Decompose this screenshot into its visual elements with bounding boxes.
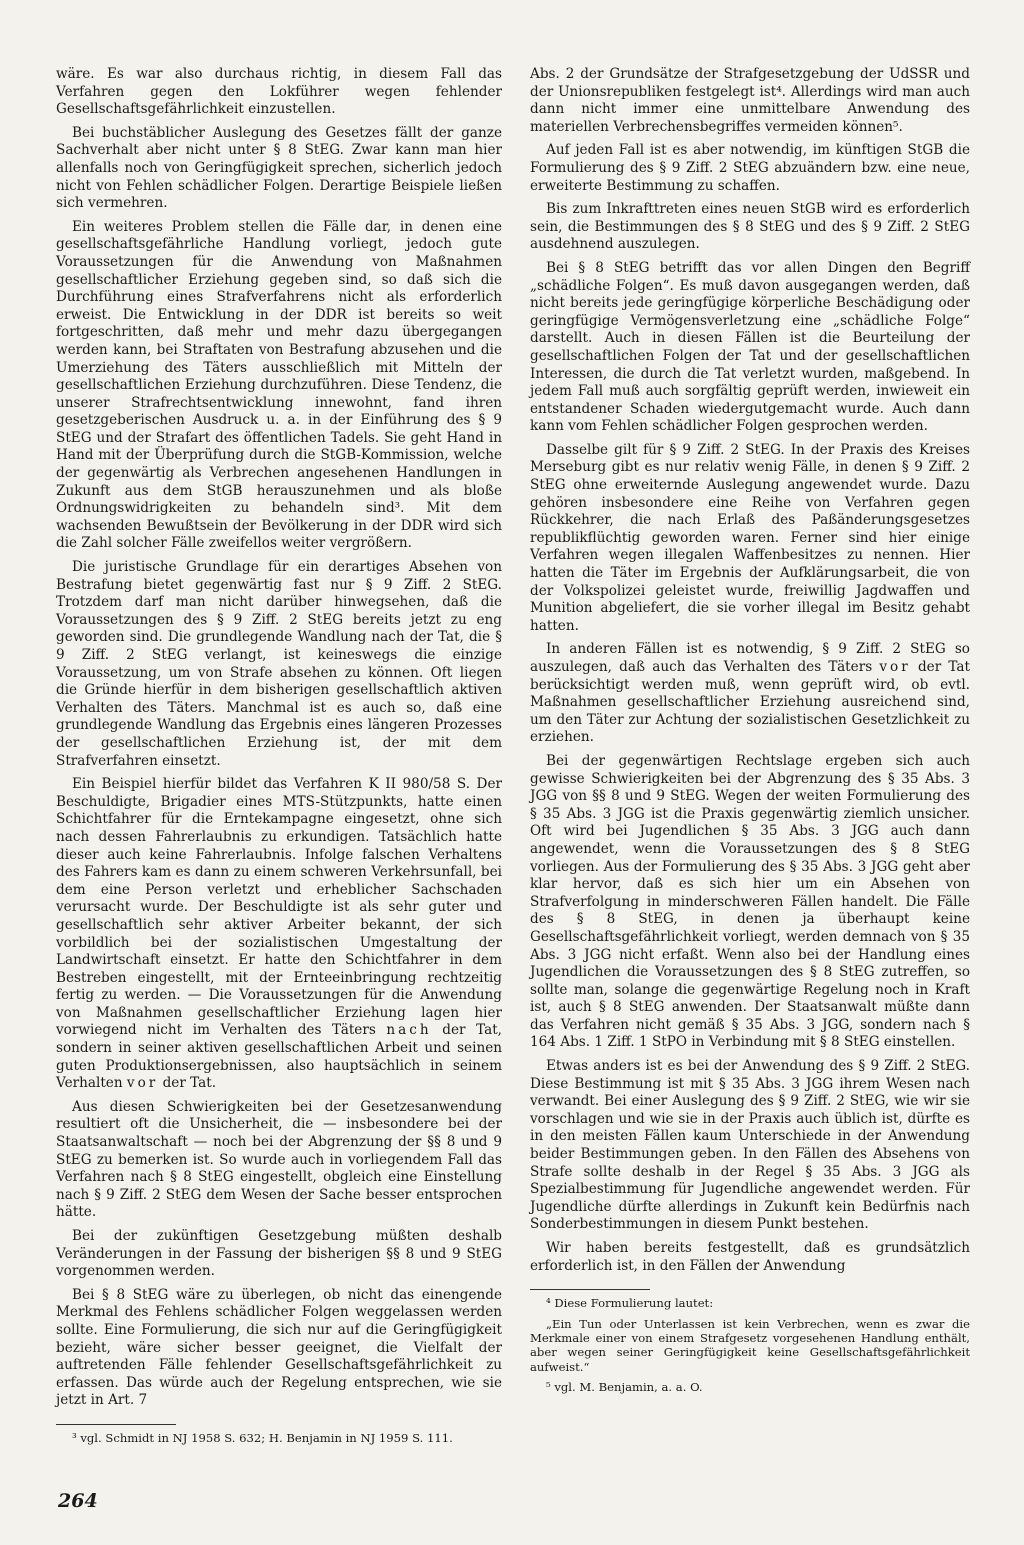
paragraph: Wir haben bereits festgestellt, daß es grundsätzlich erforderlich ist, in den Fällen der Anwendung <box>530 1240 970 1274</box>
paragraph: Bei der zukünftigen Gesetzgebung müßten deshalb Veränderungen in der Fassung der bisherigen §§ 8 und 9 StEG vorgenommen werden. <box>56 1228 502 1280</box>
paragraph: Die juristische Grundlage für ein derartiges Absehen von Bestrafung bietet gegenwärtig fast nur § 9 Ziff. 2 StEG. Trotzdem darf man nicht darüber hinwegsehen, daß die Voraussetzungen des § 9 Ziff. 2 StEG bereits jetzt zu eng geworden sind. Die grundlegende Wandlung nach der Tat, die § 9 Ziff. 2 StEG verlangt, ist keineswegs die einzige Voraussetzung, um von Strafe absehen zu können. Oft liegen die Gründe hierfür in dem bisherigen gesellschaftlich aktiven Verhalten des Täters. Manchmal ist es auch so, daß eine grundlegende Wandlung das Ergebnis eines längeren Prozesses der gesellschaftlichen Erziehung ist, der mit dem Strafverfahren einsetzt. <box>56 559 502 769</box>
paragraph: Bei § 8 StEG wäre zu überlegen, ob nicht das einengende Merkmal des Fehlens schädlicher Folgen weggelassen werden sollte. Eine Formulierung, die sich nur auf die Geringfügigkeit bezieht, wäre sicher besser geeignet, die Vielfalt der auftretenden Fälle fehlender Gesellschaftsgefährlichkeit zu erfassen. Das würde auch der Regelung entsprechen, wie sie jetzt in Art. 7 <box>56 1286 502 1409</box>
footnote-4-label: ⁴ Diese Formulierung lautet: <box>546 1296 714 1311</box>
paragraph <box>530 641 970 747</box>
spaced-word: vor <box>879 659 911 675</box>
paragraph: Abs. 2 der Grundsätze der Strafgesetzgebung der UdSSR und der Unionsrepubliken festgelegt ist⁴. Allerdings wird man auch dann nicht immer eine unmittelbare Anwendung des materiellen Verbrechensbegriffes vermeiden können⁵. <box>530 66 970 135</box>
left-column <box>56 66 502 1451</box>
footnote-3: ³ vgl. Schmidt in NJ 1958 S. 632; H. Benjamin in NJ 1959 S. 111. <box>72 1430 453 1445</box>
paragraph-text: der Tat berücksichtigt werden muß, wenn geprüft wird, ob evtl. Maßnahmen gesellschaftlicher Erziehung ausreichend sind, um den Täter zur Achtung der sozialistischen Gesetzlichkeit zu erziehen. <box>530 659 970 746</box>
paragraph-text: Ein Beispiel hierfür bildet das Verfahren K II 980/58 S. Der Beschuldigte, Brigadier eines MTS-Stützpunkts, hatte einen Schichtfahrer für die Erntekampagne eingesetzt, ohne sich nach dessen Fahrerlaubnis zu erkundigen. Tatsächlich hatte dieser auch keine Fahrerlaubnis. Infolge falschen Verhaltens des Fahrers kam es dann zu einem schweren Verkehrsunfall, bei dem eine Person verletzt und erheblicher Sachschaden verursacht wurde. Der Beschuldigte ist als sehr guter und gesellschaftlich sehr aktiver Arbeiter bekannt, der sich vorbildlich bei der sozialistischen Umgestaltung der Landwirtschaft einsetzt. Er hatte den Schichtfahrer in dem Bestreben eingestellt, mit der Ernteeinbringung rechtzeitig fertig zu werden. — Die Voraussetzungen für die Anwendung von Maßnahmen gesellschaftlicher Erziehung lagen hier vorwiegend nicht im Verhalten des Täters <box>56 776 502 1039</box>
paragraph: Etwas anders ist es bei der Anwendung des § 9 Ziff. 2 StEG. Diese Bestimmung ist mit § 35 Abs. 3 JGG ihrem Wesen nach verwandt. Bei einer Auslegung des § 9 Ziff. 2 StEG, wie wir sie vorschlagen und wie sie in der Praxis auch üblich ist, dürfte es in den meisten Fällen kaum Unterschiede in der Anwendung beider Bestimmungen geben. In den Fällen des Absehens von Strafe sollte deshalb in der Regel § 35 Abs. 3 JGG als Spezialbestimmung für Jugendliche angewendet werden. Für Jugendliche dürfte allerdings in Zukunft kein Bedürfnis nach Sonderbestimmungen in diesem Punkt bestehen. <box>530 1058 970 1233</box>
page-number: 264 <box>58 1490 98 1512</box>
footnote-4-text: „Ein Tun oder Unterlassen ist kein Verbrechen, wenn es zwar die Merkmale einer von einem Strafgesetz vorgesehenen Handlung enthält, aber wegen seiner Geringfügigkeit keine Gesellschaftsgefährlichkeit aufweist.“ <box>530 1316 970 1374</box>
footnote-divider <box>530 1289 650 1290</box>
paragraph: Bei § 8 StEG betrifft das vor allen Dingen den Begriff „schädliche Folgen“. Es muß davon ausgegangen werden, daß nicht bereits jede geringfügige körperliche Beschädigung oder geringfügige Vermögensverletzung eine „schädliche Folge“ darstellt. Auch in diesen Fällen ist die Beurteilung der gesellschaftlichen Folgen der Tat und der gesellschaftlichen Interessen, die durch die Tat verletzt wurden, maßgebend. In jedem Fall muß auch sorgfältig geprüft werden, inwieweit ein entstandener Schaden wiedergutgemacht wurde. Auch dann kann vom Fehlen schädlicher Folgen gesprochen werden. <box>530 259 970 435</box>
paragraph: Dasselbe gilt für § 9 Ziff. 2 StEG. In der Praxis des Kreises Merseburg gibt es nur relativ wenig Fälle, in denen § 9 Ziff. 2 StEG ohne erweiternde Auslegung angewendet wurde. Dazu gehören insbesondere eine Reihe von Verfahren gegen Rückkehrer, die nach Erlaß des Paßänderungsgesetzes republikflüchtig geworden waren. Ferner sind hier einige Verfahren wegen illegalen Waffenbesitzes zu nennen. Hier hatten die Täter im Ergebnis der Aufklärungsarbeit, die von der Volkspolizei geleistet wurde, freiwillig Jagdwaffen und Munition abgeliefert, die sie vorher illegal im Besitz gehabt hatten. <box>530 441 970 634</box>
footnote-5: ⁵ vgl. M. Benjamin, a. a. O. <box>546 1380 703 1395</box>
paragraph: Bis zum Inkrafttreten eines neuen StGB wird es erforderlich sein, die Bestimmungen des § 8 StEG und des § 9 Ziff. 2 StEG ausdehnend auszulegen. <box>530 201 970 253</box>
paragraph-text: In anderen Fällen ist es notwendig, § 9 Ziff. 2 StEG so auszulegen, daß auch das Verhalten des Täters <box>530 641 970 675</box>
spaced-word: vor <box>126 1075 159 1092</box>
paragraph-text: der Tat, sondern in seiner aktiven gesellschaftlichen Arbeit und seinen guten Produktionsergebnissen, also hauptsächlich in seinem Verhalten <box>56 1022 502 1092</box>
paragraph: Aus diesen Schwierigkeiten bei der Gesetzesanwendung resultiert oft die Unsicherheit, die — insbesondere bei der Staatsanwaltschaft — noch bei der Abgrenzung der §§ 8 und 9 StEG zu bemerken ist. So wurde auch in vorliegendem Fall das Verfahren nach § 8 StEG eingestellt, obgleich eine Einstellung nach § 9 Ziff. 2 StEG dem Wesen der Sache besser entsprochen hätte. <box>56 1098 502 1221</box>
footnote-divider <box>56 1424 176 1425</box>
paragraph: Bei der gegenwärtigen Rechtslage ergeben sich auch gewisse Schwierigkeiten bei der Abgrenzung des § 35 Abs. 3 JGG von §§ 8 und 9 StEG. Wegen der weiten Formulierung des § 35 Abs. 3 JGG ist die Praxis gegenwärtig ziemlich unsicher. Oft wird bei Jugendlichen § 35 Abs. 3 JGG auch dann angewendet, wenn die Voraussetzungen des § 8 StEG vorliegen. Aus der Formulierung des § 35 Abs. 3 JGG geht aber klar hervor, daß es sich hier um ein Absehen von Strafverfolgung in minderschweren Fällen handelt. Die Fälle des § 8 StEG, in denen ja überhaupt keine Gesellschaftsgefährlichkeit vorliegt, werden demnach von § 35 Abs. 3 JGG nicht erfaßt. Wenn also bei der Handlung eines Jugendlichen die Voraussetzungen des § 8 StEG zutreffen, so sollte man, solange die gegenwärtige Regelung noch in Kraft ist, auch § 8 StEG anwenden. Der Staatsanwalt müßte dann das Verfahren nicht gemäß § 35 Abs. 3 JGG, sondern nach § 164 Abs. 1 Ziff. 1 StPO in Verbindung mit § 8 StEG einstellen. <box>530 752 970 1051</box>
paragraph: wäre. Es war also durchaus richtig, in diesem Fall das Verfahren gegen den Lokführer wegen fehlender Gesellschaftsgefährlichkeit einzustellen. <box>56 66 502 118</box>
paragraph: Bei buchstäblicher Auslegung des Gesetzes fällt der ganze Sachverhalt aber nicht unter § 8 StEG. Zwar kann man hier allenfalls noch von Geringfügigkeit sprechen, sicherlich jedoch nicht von Fehlen schädlicher Folgen. Derartige Beispiele ließen sich vermehren. <box>56 124 502 212</box>
paragraph-text: der Tat. <box>158 1075 217 1092</box>
paragraph: Ein weiteres Problem stellen die Fälle dar, in denen eine gesellschaftsgefährliche Handlung vorliegt, jedoch gute Voraussetzungen für die Anwendung von Maßnahmen gesellschaftlicher Erziehung gegeben sind, so daß sich die Durchführung eines Strafverfahrens nicht als erforderlich erweist. Die Entwicklung in der DDR ist bereits so weit fortgeschritten, daß mehr und mehr dazu übergegangen werden kann, bei Straftaten von Bestrafung abzusehen und die Umerziehung des Täters ausschließlich mit Mitteln der gesellschaftlichen Erziehung durchzuführen. Diese Tendenz, die unserer Strafrechtsentwicklung innewohnt, fand ihren gesetzgeberischen Ausdruck u. a. in der Einführung des § 9 StEG und der Strafart des öffentlichen Tadels. Sie geht Hand in Hand mit der Überprüfung durch die StGB-Kommission, welche der gegenwärtig als Verbrechen angesehenen Handlungen in Zukunft aus dem StGB herauszunehmen und als bloße Ordnungswidrigkeiten zu behandeln sind³. Mit dem wachsenden Bewußtsein der Bevölkerung in der DDR wird sich die Zahl solcher Fälle zweifellos weiter vergrößern. <box>56 218 502 552</box>
paragraph <box>56 776 502 1093</box>
paragraph: Auf jeden Fall ist es aber notwendig, im künftigen StGB die Formulierung des § 9 Ziff. 2 StEG abzuändern bzw. eine neue, erweiterte Bestimmung zu schaffen. <box>530 142 970 194</box>
spaced-word: nach <box>386 1022 432 1039</box>
right-column <box>530 66 970 1401</box>
